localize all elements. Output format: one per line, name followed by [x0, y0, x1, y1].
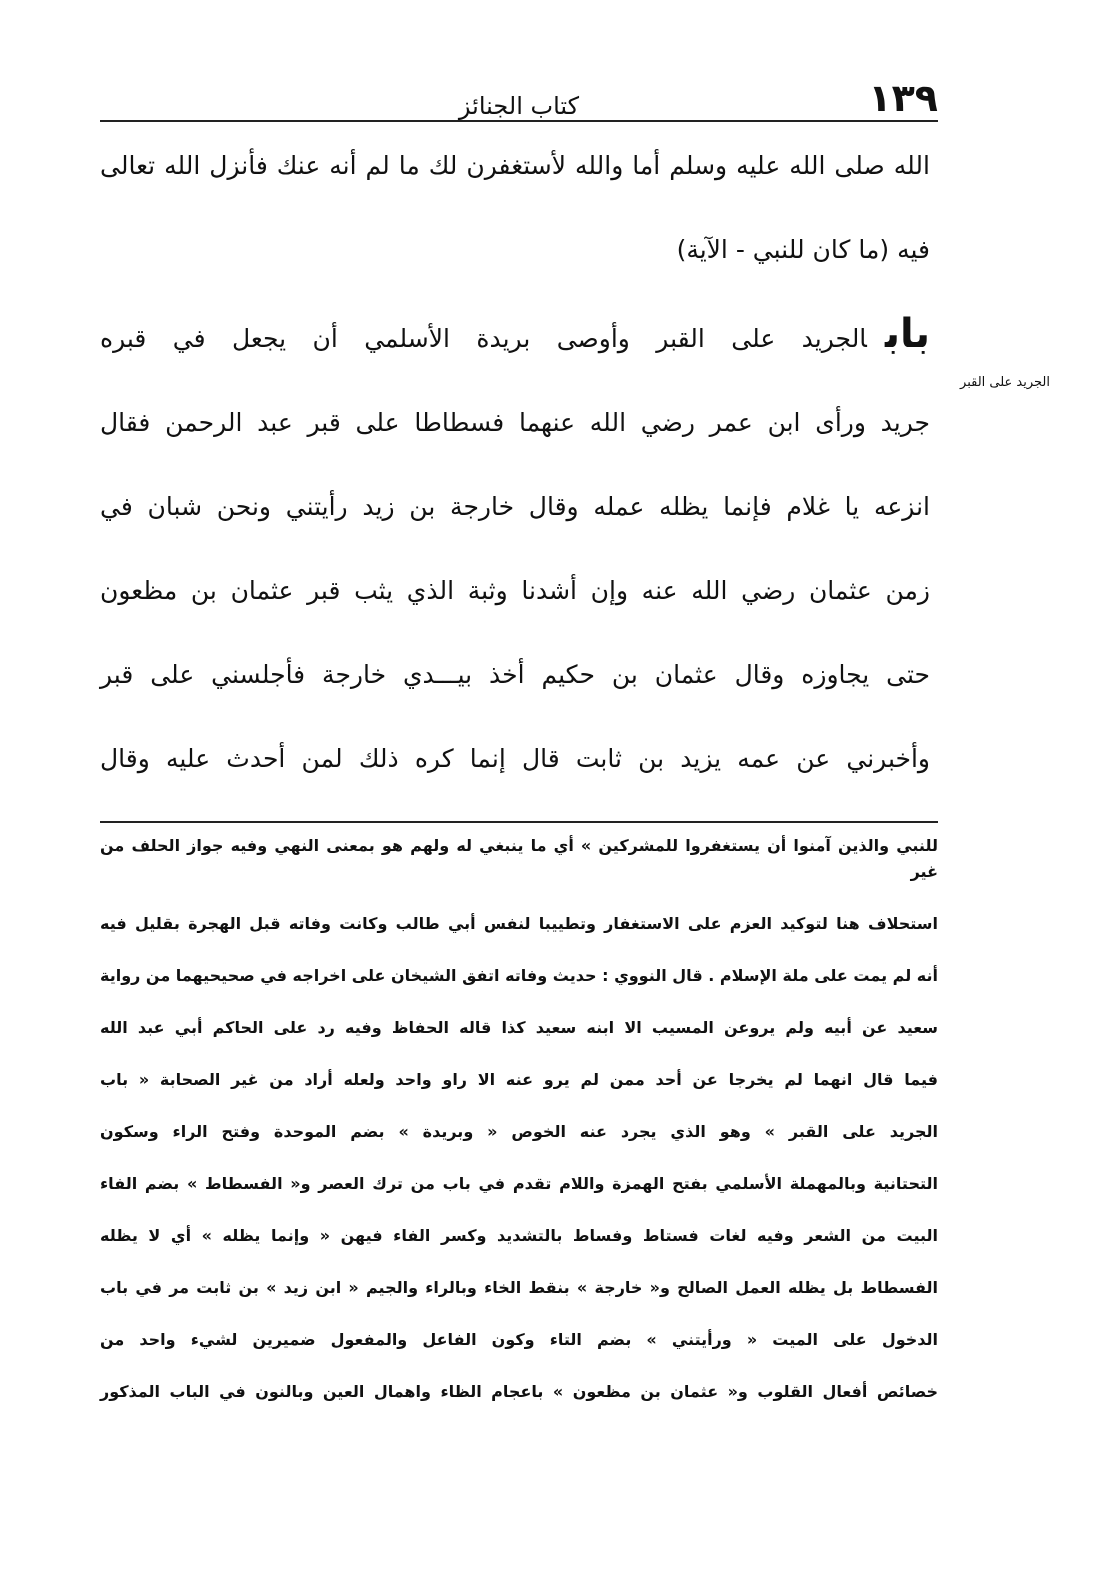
- footnote-line: فيما قال انهما لم يخرجا عن أحد ممن لم يرو عنه الا راو واحد ولعله أراد من غير الصحابة « باب: [100, 1070, 938, 1089]
- page: [100, 0, 938, 1405]
- main-line: جريد ورأى ابن عمر رضي الله عنهما فسطاطا على قبر عبد الرحمن فقال: [100, 408, 930, 437]
- main-line: حتى يجاوزه وقال عثمان بن حكيم أخذ بيـــدي خارجة فأجلسني على قبر: [100, 660, 930, 689]
- footnote-line: الدخول على الميت « ورأيتني » بضم التاء وكون الفاعل والمفعول ضميرين لشيء واحد من: [100, 1330, 938, 1349]
- footnotes: [100, 833, 938, 1405]
- page-header: [100, 70, 938, 120]
- margin-note: الجريد على القبر: [960, 375, 1050, 390]
- footnote-line: الجريد على القبر » وهو الذي يجرد عنه الخوص « وبريدة » بضم الموحدة وفتح الراء وسكون: [100, 1122, 938, 1141]
- footnote-line: للنبي والذين آمنوا أن يستغفروا للمشركين » أي ما ينبغي له ولهم هو بمعنى النهي وفيه جواز الحلف من غير: [100, 836, 938, 881]
- main-line: انزعه يا غلام فإنما يظله عمله وقال خارجة بن زيد رأيتني ونحن شبان في: [100, 492, 930, 521]
- chapter-heading-line: [100, 312, 930, 361]
- footnote-line: الفسطاط بل يظله العمل الصالح و« خارجة » بنقط الخاء وبالراء والجيم « ابن زيد » بن ثابت مر في باب: [100, 1278, 938, 1297]
- main-line: الله صلى الله عليه وسلم أما والله لأستغفرن لك ما لم أنه عنك فأنزل الله تعالى: [100, 151, 930, 180]
- footnote-line: التحتانية وبالمهملة الأسلمي بفتح الهمزة واللام تقدم في باب من ترك العصر و« الفسطاط » بضم الفاء: [100, 1174, 938, 1193]
- main-line: فيه (ما كان للنبي - الآية): [676, 235, 930, 264]
- header-rule: [100, 120, 938, 122]
- footnote-line: خصائص أفعال القلوب و« عثمان بن مظعون » باعجام الظاء واهمال العين وبالنون في الباب المذكور: [100, 1382, 938, 1401]
- footnote-line: البيت من الشعر وفيه لغات فستاط وفساط بالتشديد وكسر الفاء فيهن « وإنما يظله » أي لا يظله: [100, 1226, 938, 1245]
- main-line: زمن عثمان رضي الله عنه وإن أشدنا وثبة الذي يثب قبر عثمان بن مظعون: [100, 576, 930, 605]
- main-text: [100, 144, 938, 781]
- footnote-rule: [100, 821, 938, 823]
- footnote-line: أنه لم يمت على ملة الإسلام . قال النووي : حديث وفاته اتفق الشيخان على اخراجه في صحيحيهما من رواية: [100, 966, 938, 985]
- main-line: الجريد على القبر وأوصى بريدة الأسلمي أن يجعل في قبره: [100, 324, 867, 353]
- page-number: ١٣٩: [868, 76, 938, 120]
- chapter-word: باب: [884, 311, 930, 357]
- footnote-line: سعيد عن أبيه ولم يروعن المسيب الا ابنه سعيد كذا قاله الحفاظ وفيه رد على الحاكم أبي عبد الله: [100, 1018, 938, 1037]
- main-line: وأخبرني عن عمه يزيد بن ثابت قال إنما كره ذلك لمن أحدث عليه وقال: [100, 744, 930, 773]
- footnote-line: استحلاف هنا لتوكيد العزم على الاستغفار وتطييبا لنفس أبي طالب وكانت وفاته قبل الهجرة بقليل فيه: [100, 914, 938, 933]
- running-title: كتاب الجنائز: [458, 92, 580, 120]
